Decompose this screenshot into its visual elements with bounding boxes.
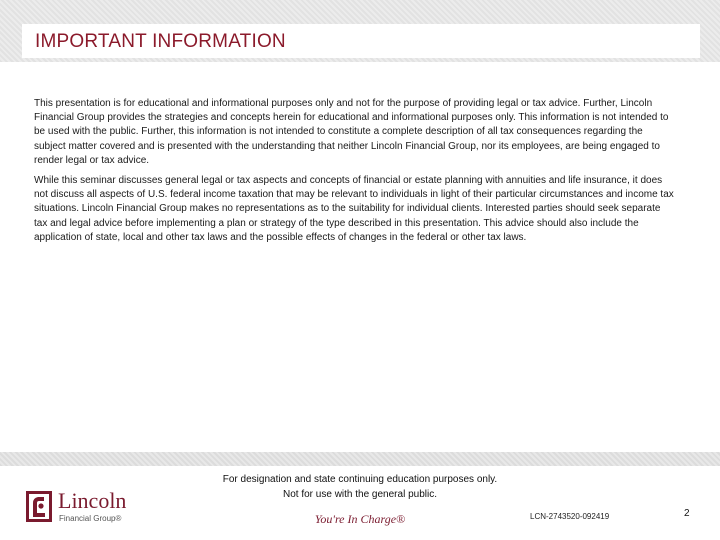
- footer-note-line-1: For designation and state continuing education purposes only.: [222, 474, 498, 485]
- slide-title: IMPORTANT INFORMATION: [35, 31, 286, 52]
- lincoln-logo: [26, 490, 166, 526]
- tagline: You're In Charge®: [314, 512, 406, 526]
- document-code: LCN-2743520-092419: [530, 512, 610, 521]
- lincoln-logo-icon: [26, 491, 52, 522]
- footer-note-line-2: Not for use with the general public.: [283, 489, 437, 500]
- paragraph-2: While this seminar discusses general legal or tax aspects and concepts of financial or estate planning with annuities and life insurance, it does not discuss all aspects of U.S. federal income taxation that may be relevant to individuals in light of their particular circumstances and income tax situations. Lincoln Financial Group makes no representations as to the suitability for individual clients. Interested parties should seek separate tax and legal advice before implementing a plan or strategy of the type described in this presentation. This advice should also include the application of state, local and other tax laws and the possible effects of changes in the federal or other tax laws.: [34, 175, 674, 243]
- title-box: [22, 24, 700, 58]
- paragraph-1: This presentation is for educational and informational purposes only and not for the purpose of providing legal or tax advice. Further, Lincoln Financial Group provides the strategies and concepts herein for educational and informational purposes only. This information is not intended to be used with the public. Further, this information is not intended to constitute a complete description of all tax consequences regarding the subject matter covered and is presented with the understanding that neither Lincoln Financial Group, nor its employees, are being engaged to render legal or tax advice.: [34, 98, 669, 166]
- logo-subtitle: Financial Group®: [59, 514, 122, 523]
- disclaimer-body: [34, 97, 674, 251]
- footer-note: [180, 472, 540, 502]
- footer-band: [0, 452, 720, 466]
- page-number: 2: [684, 508, 690, 519]
- logo-name: Lincoln: [58, 488, 127, 513]
